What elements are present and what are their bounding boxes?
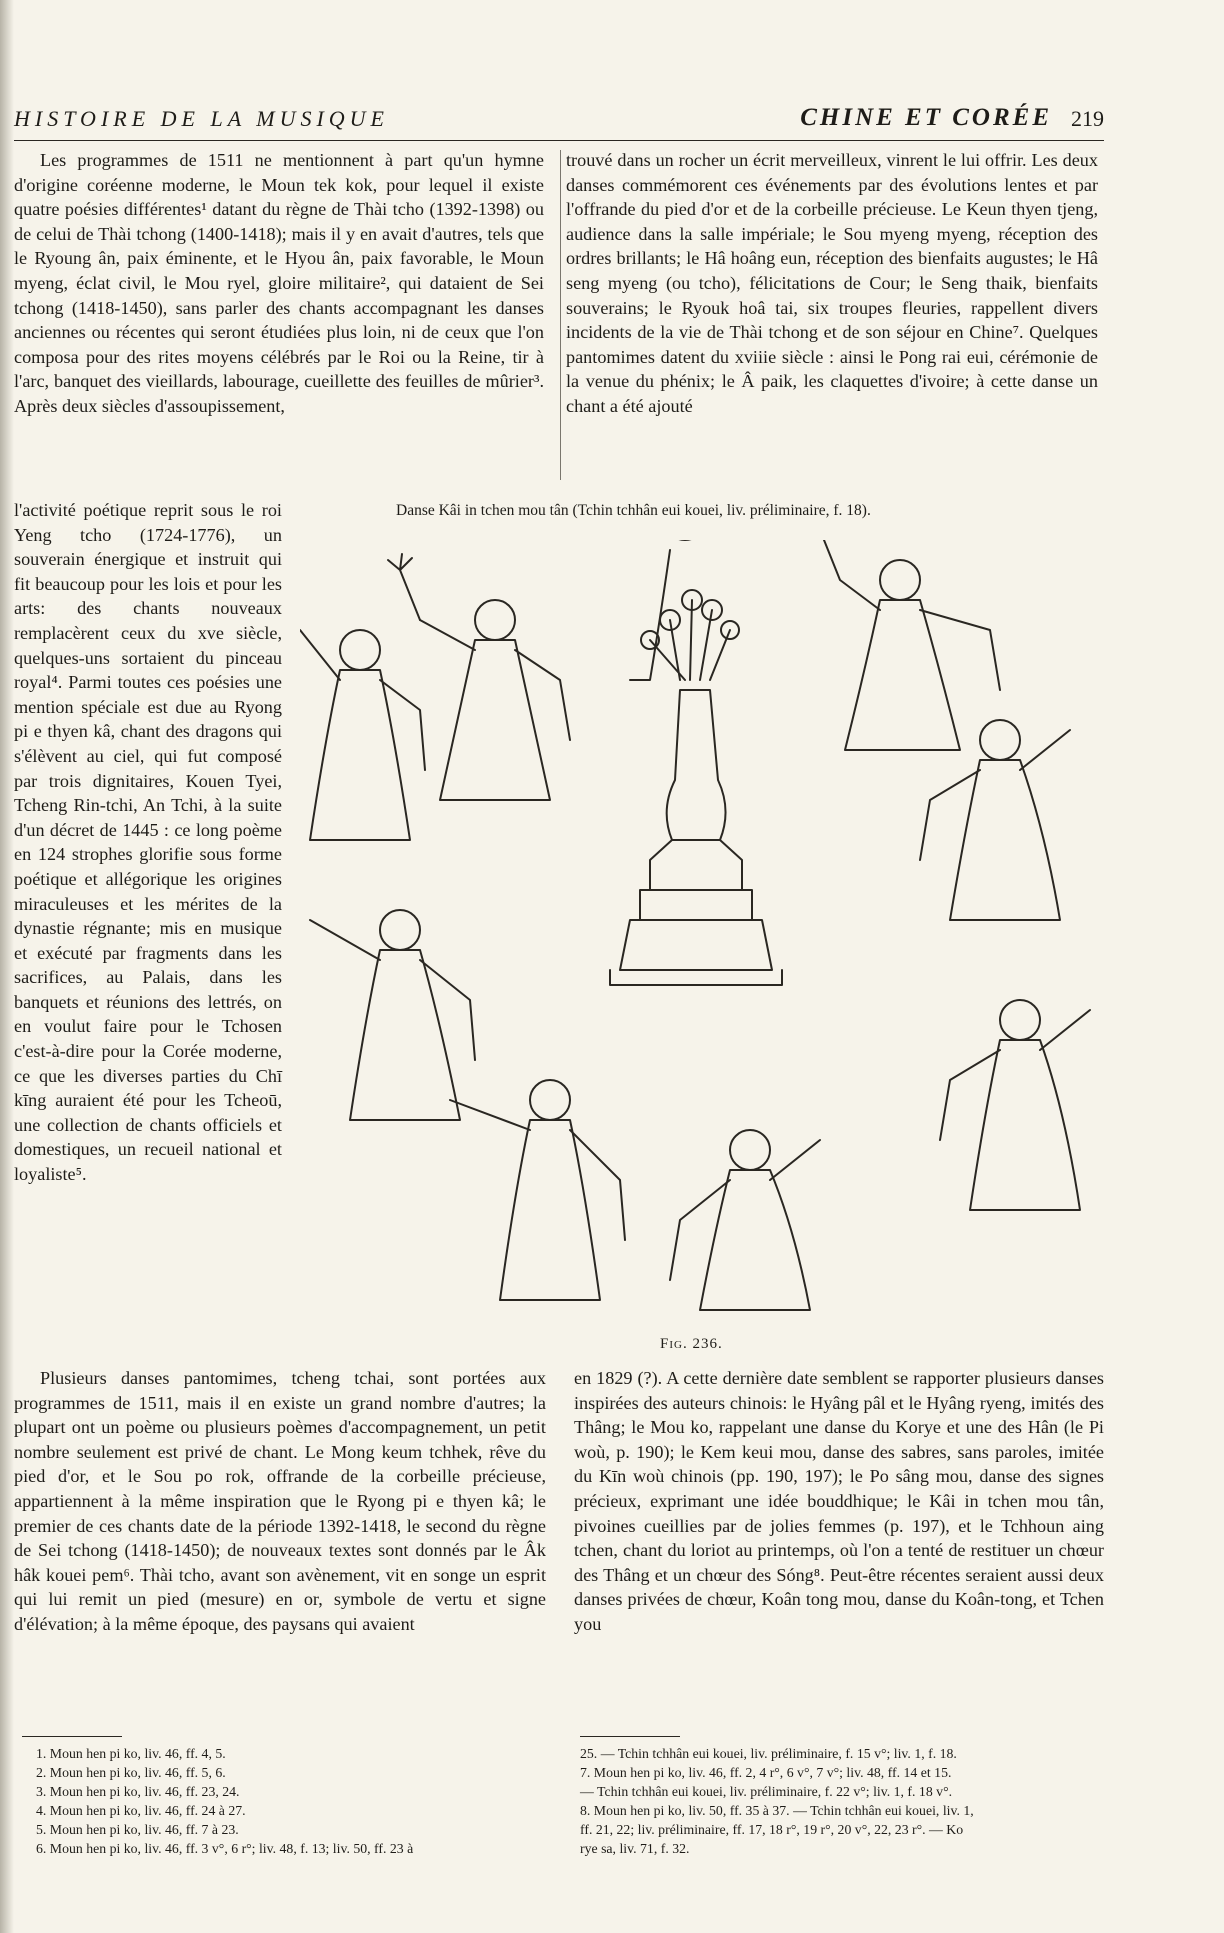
header-left-title: HISTOIRE DE LA MUSIQUE <box>14 106 389 131</box>
header-right-title: CHINE ET CORÉE <box>800 104 1052 131</box>
dancer-figure-8 <box>450 1080 625 1300</box>
dancer-figure-9 <box>670 1130 820 1310</box>
footnote: 5. Moun hen pi ko, liv. 46, ff. 7 à 23. <box>36 1822 239 1837</box>
flower-vase <box>610 590 782 985</box>
column-rule <box>560 150 561 480</box>
paragraph: Les programmes de 1511 ne mentionnent à part qu'un hymne d'origine coréenne moderne, le Moun tek kok, pour lequel il existe quatre poésies différentes¹ datant du règne de Thài tcho (1392-1398) ou de celui de Thài tchong (1400-1418); mais il y en avait d'autres, tels que le Ryoung ân, paix éminente, et le Hyou ân, paix favorable, le Moun myeng, éclat civil, le Mou ryel, gloire militaire², qui dataient de Sei tchong (1418-1450), sans parler des chants accompagnant les danses anciennes ou récentes qui seront étudiées plus loin, ni de ceux que l'on composa pour des rites moyens célébrés par le Roi ou la Reine, tir à l'arc, banquet des vieillards, labourage, cueillette des feuilles de mûrier³. Après deux siècles d'assoupissement, <box>14 150 544 416</box>
paragraph: trouvé dans un rocher un écrit merveilleux, vinrent le lui offrir. Les deux danses commémorent ces événements par des évolutions lentes et par l'offrande du pied d'or et de la corbeille précieuse. Le Keun thyen tjeng, audience dans la salle impériale; le Sou myeng myeng, réception des ordres brillants; le Hâ hoâng eun, réception des bienfaits augustes; le Hâ seng myeng (ou tcho), félicitations de Cour; le Seng thaik, bienfaits souverains; le Ryouk hoâ tai, six troupes fleuries, rappellent divers incidents de la vie de Thài tchong et de son séjour en Chine⁷. Quelques pantomimes datent du xviiie siècle : ainsi le Pong rai eui, cérémonie de la venue du phénix; le Â paik, les claquettes d'ivoire; à cette danse un chant a été ajouté <box>566 150 1098 416</box>
dancer-figure-4 <box>300 630 425 840</box>
left-column-bottom <box>14 1366 546 1637</box>
footnote: 1. Moun hen pi ko, liv. 46, ff. 4, 5. <box>36 1746 226 1761</box>
footnote: 25. — Tchin tchhân eui kouei, liv. préliminaire, f. 15 v°; liv. 1, f. 18. <box>580 1746 957 1761</box>
paragraph: l'activité poétique reprit sous le roi Yeng tcho (1724-1776), un souverain énergique et instruit qui fit beaucoup pour les lois et pour les arts: des chants nouveaux remplacèrent ceux du xve siècle, quelques-uns sortaient du pinceau royal⁴. Parmi toutes ces poésies une mention spéciale est due au Ryong pi e thyen kâ, chant des dragons qui s'élèvent au ciel, qui fut composé par trois dignitaires, Kouen Tyei, Tcheng Rin-tchi, An Tchi, à la suite d'un décret de 1445 : ce long poème en 124 strophes glorifie sous forme poétique et allégorique les origines miraculeuses et les mérites de la dynastie régnante; mis en musique et exécuté par fragments dans les sacrifices, au Palais, dans les banquets et réunions des lettrés, on en voulut faire pour le Tchosen c'est-à-dire pour la Corée moderne, ce que les diverses parties du Chī kīng auraient été pour les Tcheoū, une collection de chants officiels et domestiques, un recueil national et loyaliste⁵. <box>14 500 282 1185</box>
footnotes-right <box>580 1744 1106 1858</box>
dancers-drawing <box>300 540 1120 1330</box>
right-column-bottom <box>574 1366 1104 1637</box>
footnote: rye sa, liv. 71, f. 32. <box>580 1841 690 1856</box>
footnote: ff. 21, 22; liv. préliminaire, ff. 17, 18 r°, 19 r°, 20 v°, 22, 23 r°. — Ko <box>580 1822 964 1837</box>
page-edge-shadow <box>0 0 14 1933</box>
footnote: 4. Moun hen pi ko, liv. 46, ff. 24 à 27. <box>36 1803 246 1818</box>
left-column-top <box>14 148 544 419</box>
footnote: — Tchin tchhân eui kouei, liv. préliminaire, f. 22 v°; liv. 1, f. 18 v°. <box>580 1784 953 1799</box>
dance-illustration <box>300 540 1120 1330</box>
right-column-top <box>566 148 1098 419</box>
footnote: 2. Moun hen pi ko, liv. 46, ff. 5, 6. <box>36 1765 226 1780</box>
dancer-figure-7 <box>940 1000 1090 1210</box>
page-number: 219 <box>1071 106 1104 131</box>
footnote: 7. Moun hen pi ko, liv. 46, ff. 2, 4 r°, 6 v°, 7 v°; liv. 48, ff. 14 et 15. <box>580 1765 952 1780</box>
footnote-rule-left <box>22 1736 122 1737</box>
running-header <box>14 100 1104 141</box>
paragraph: en 1829 (?). A cette dernière date semblent se rapporter plusieurs danses inspirées des auteurs chinois: le Hyâng pâl et le Hyâng ryeng, imités des Thâng; le Mou ko, rappelant une danse du Korye et une des Hân (le Pi woù, p. 190); le Kem keui mou, danse des sabres, sans paroles, imitée du Kīn woù chinois (pp. 190, 197); le Po sâng mou, danse des signes précieux, exprimant une idée bouddhique; le Kâi in tchen mou tân, pivoines cueillies par de jolies femmes (p. 197), et le Tchhoun aing tchen, chant du loriot au printemps, où l'on a tenté de restituer un chœur des Thâng et un chœur des Sóng⁸. Peut-être récentes seraient aussi deux danses privées de chœur, Koân tong mou, danse du Koân-tong, et Tchen you <box>574 1368 1104 1634</box>
footnote: 8. Moun hen pi ko, liv. 50, ff. 35 à 37. — Tchin tchhân eui kouei, liv. 1, <box>580 1803 974 1818</box>
paragraph: Plusieurs danses pantomimes, tcheng tchai, sont portées aux programmes de 1511, mais il en existe un grand nombre d'autres; la plupart ont un poème ou plusieurs poèmes d'accompagnement, un petit nombre seulement est privé de chant. Le Mong keum tchhek, rêve du pied d'or, et le Sou po rok, offrande de la corbeille précieuse, appartiennent à la même inspiration que le Ryong pi e thyen kâ; le premier de ces chants date de la période 1392-1418, le second du règne de Sei tchong (1418-1450); de nouveaux textes sont donnés par le Âk hâk kouei pem⁶. Thài tcho, avant son avènement, vit en songe un esprit qui lui remit un pied (mesure) en or, symbole de vertu et signe d'élévation; à la même époque, des paysans qui avaient <box>14 1368 546 1634</box>
left-column-middle <box>14 498 282 1187</box>
dancer-figure-1 <box>388 554 570 800</box>
figure-label: Fig. 236. <box>660 1336 723 1352</box>
footnote-rule-right <box>580 1736 680 1737</box>
dancer-figure-6 <box>310 910 475 1120</box>
figure-caption: Danse Kâi in tchen mou tân (Tchin tchhân eui kouei, liv. préliminaire, f. 18). <box>396 502 871 519</box>
footnotes-left <box>36 1744 556 1858</box>
footnote: 6. Moun hen pi ko, liv. 46, ff. 3 v°, 6 r°; liv. 48, f. 13; liv. 50, ff. 23 à <box>36 1841 414 1856</box>
footnote: 3. Moun hen pi ko, liv. 46, ff. 23, 24. <box>36 1784 240 1799</box>
dancer-figure-3 <box>808 540 1000 750</box>
